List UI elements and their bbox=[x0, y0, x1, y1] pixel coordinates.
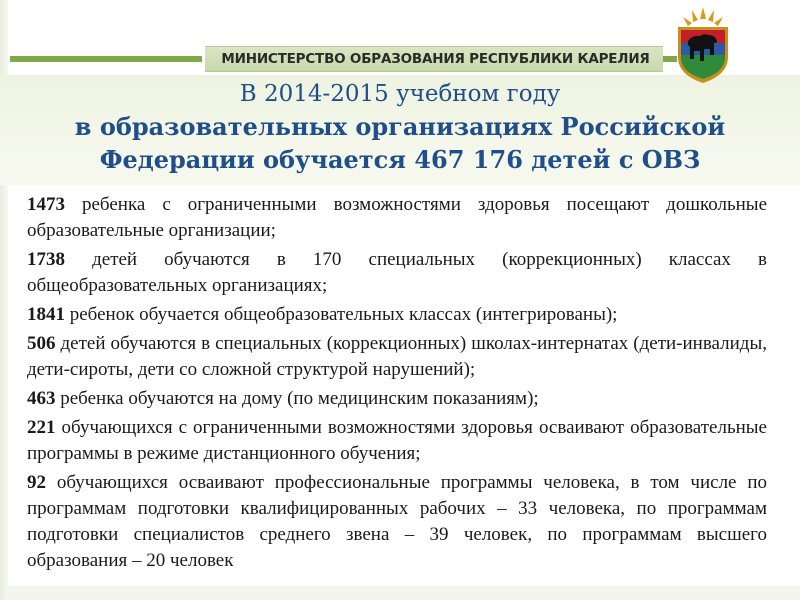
list-item bbox=[27, 415, 767, 467]
title-line-1: В 2014-2015 учебном году bbox=[239, 81, 561, 107]
header-green-line bbox=[10, 56, 202, 62]
list-item bbox=[27, 386, 767, 412]
list-item bbox=[27, 247, 767, 299]
stat-text: обучающихся с ограниченными возможностями здоровья осваивают образовательные программы в режиме дистанционного обучения; bbox=[27, 417, 767, 464]
statistics-list bbox=[27, 192, 767, 577]
title-line-3: Федерации обучается 467 176 детей с ОВЗ bbox=[99, 145, 701, 174]
stat-number: 463 bbox=[27, 388, 56, 409]
stat-number: 1473 bbox=[27, 194, 65, 215]
stat-text: ребенка с ограниченными возможностями здоровья посещают дошкольные образовательные организации; bbox=[27, 194, 767, 241]
stat-number: 1841 bbox=[27, 304, 65, 325]
ministry-name: МИНИСТЕРСТВО ОБРАЗОВАНИЯ РЕСПУБЛИКИ КАРЕЛИЯ bbox=[221, 51, 650, 67]
list-item bbox=[27, 470, 767, 574]
list-item bbox=[27, 192, 767, 244]
stat-text: детей обучаются в 170 специальных (коррекционных) классах в общеобразовательных организациях; bbox=[27, 249, 767, 296]
stat-number: 221 bbox=[27, 417, 56, 438]
stat-text: детей обучаются в специальных (коррекционных) школах-интернатах (дети-инвалиды, дети-сироты, дети со сложной структурой нарушений); bbox=[27, 333, 767, 380]
list-item bbox=[27, 302, 767, 328]
stat-number: 506 bbox=[27, 333, 56, 354]
stat-number: 92 bbox=[27, 472, 46, 493]
list-item bbox=[27, 331, 767, 383]
stat-text: ребенок обучается общеобразовательных классах (интегрированы); bbox=[65, 304, 618, 325]
stat-text: ребенка обучаются на дому (по медицинским показаниям); bbox=[55, 388, 539, 409]
stat-text: обучающихся осваивают профессиональные программы человека, в том числе по программам подготовки квалифицированных рабочих – 33 человека, по программам подготовки специалистов среднего звена – 39 человек, по программам высшего образования – 20 человек bbox=[27, 472, 767, 571]
bottom-decor-panel bbox=[8, 586, 800, 600]
title-line-2: в образовательных организациях Российской bbox=[74, 112, 726, 141]
karelia-coat-of-arms-icon bbox=[670, 5, 736, 85]
slide-title bbox=[60, 78, 740, 176]
stat-number: 1738 bbox=[27, 249, 65, 270]
